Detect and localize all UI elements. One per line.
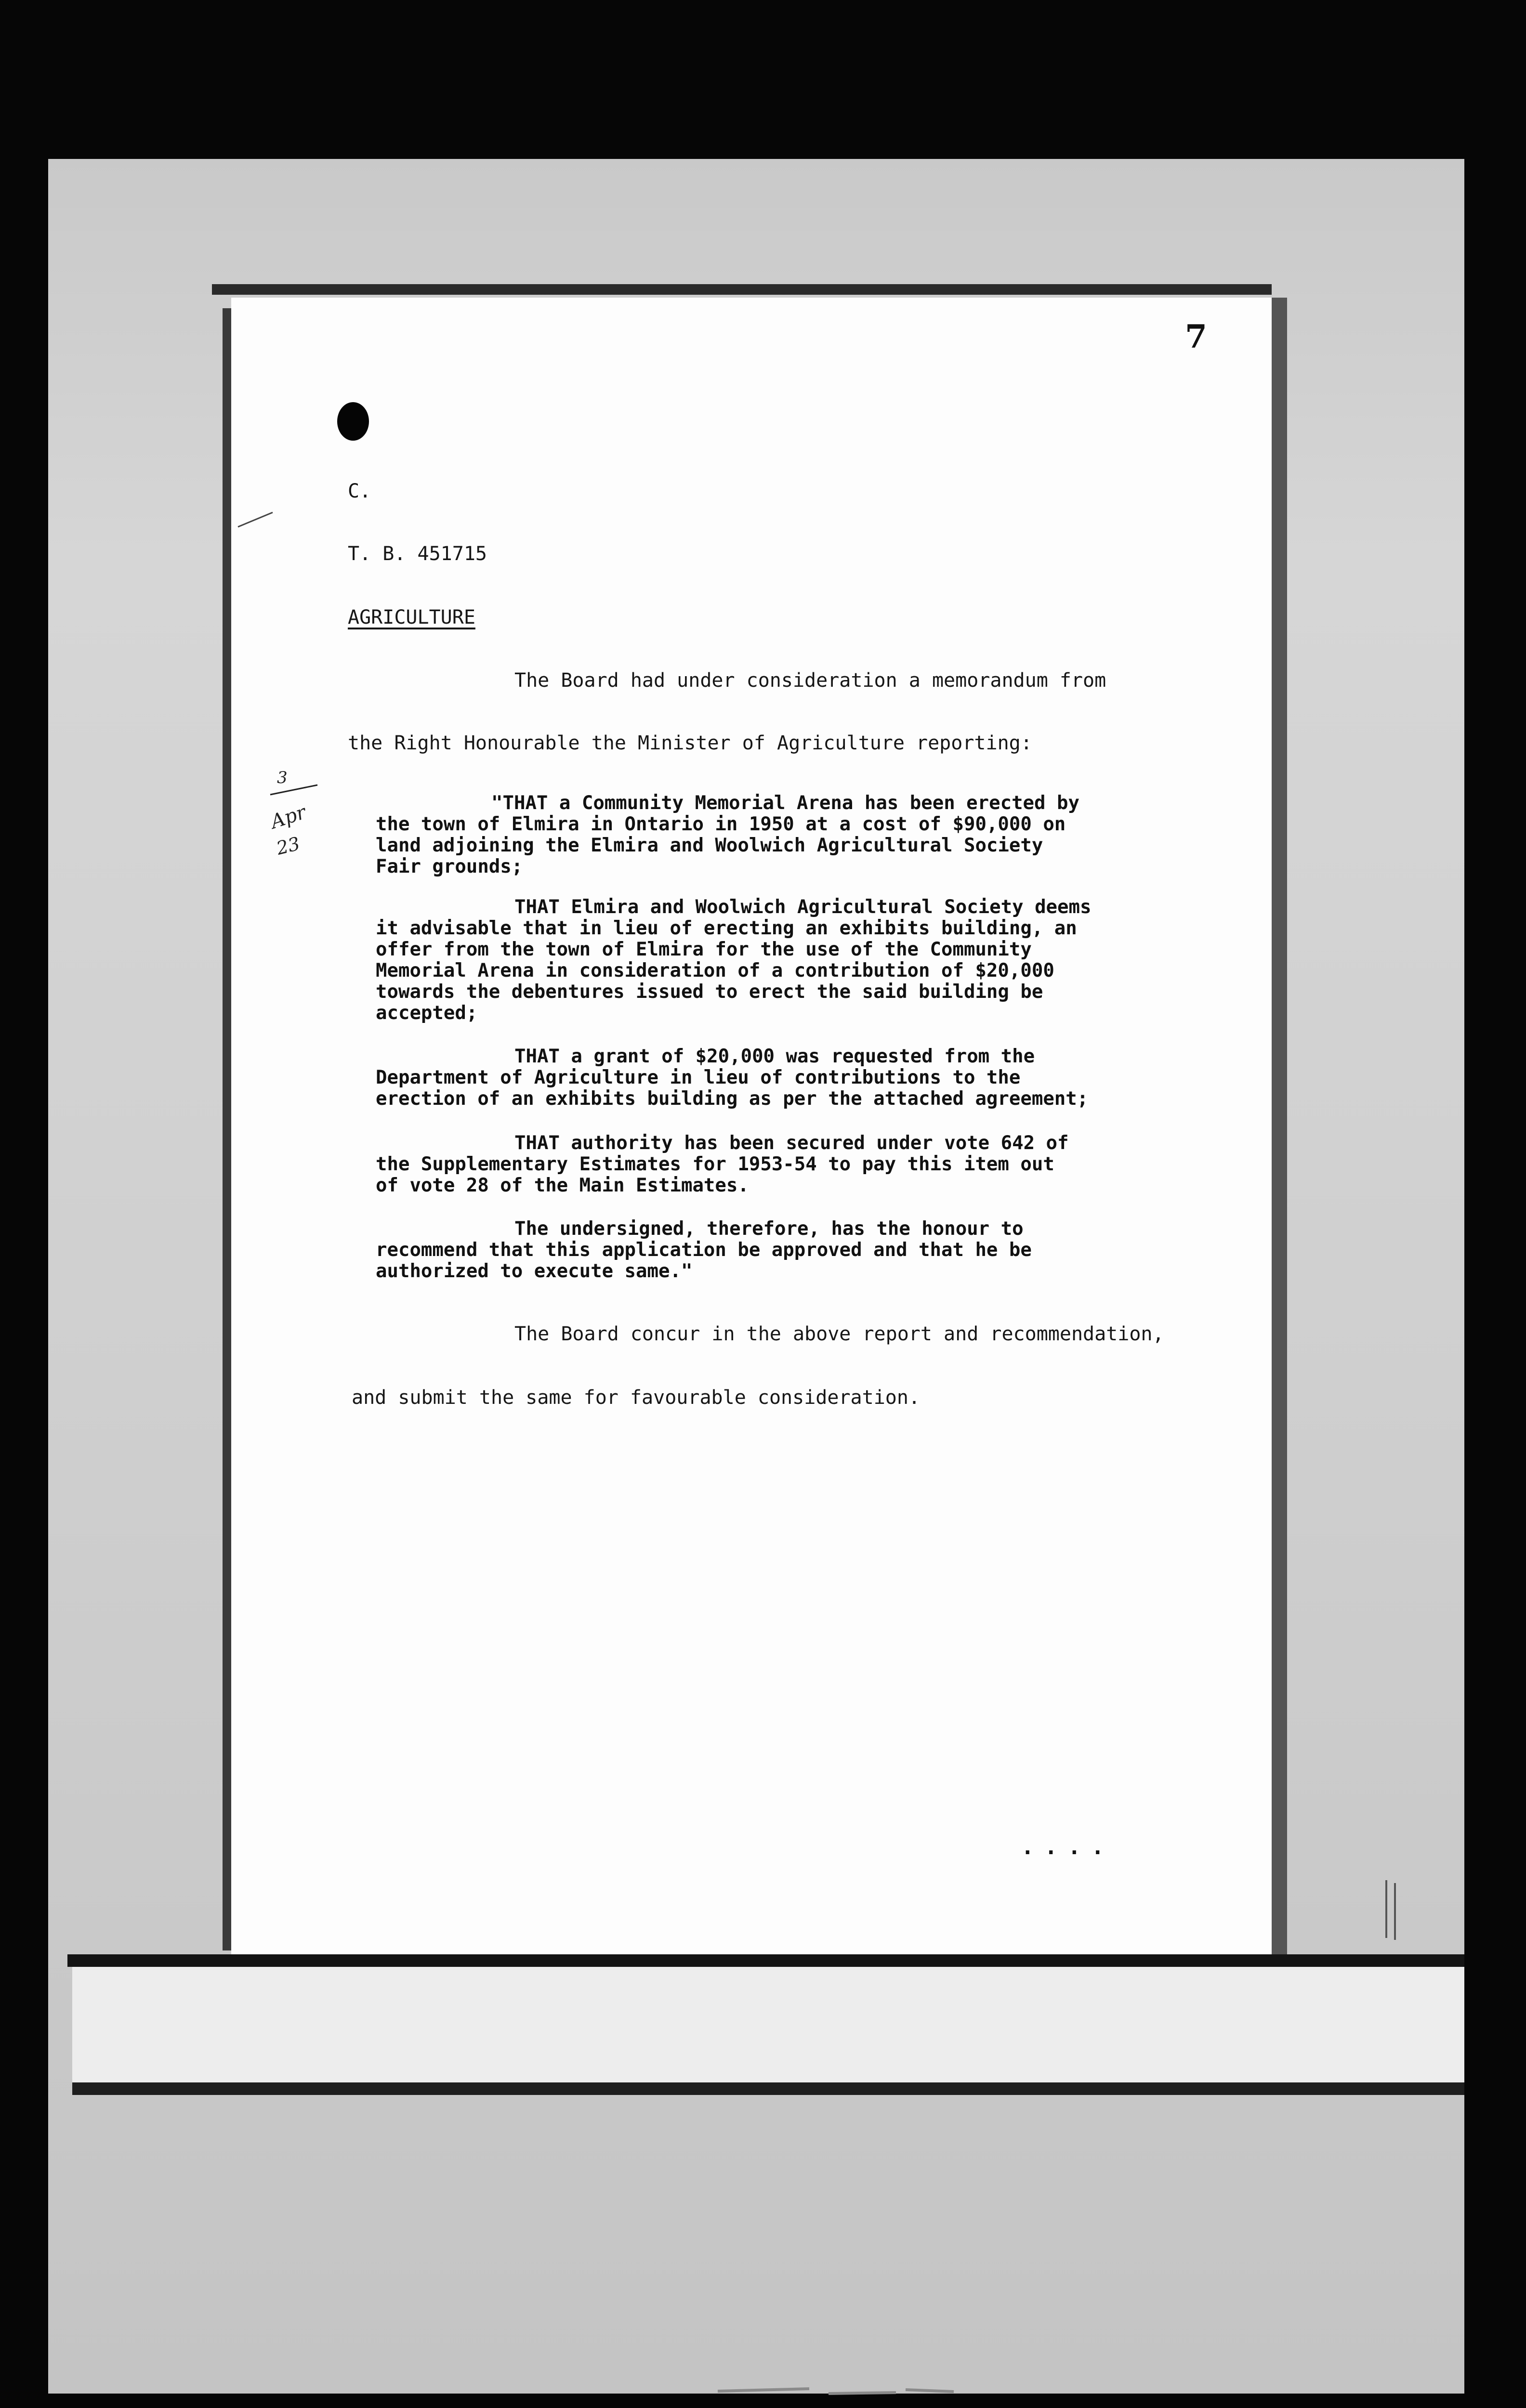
quote-p3-line-2: Department of Agriculture in lieu of contributions to the [376, 1067, 1021, 1088]
quote-p4-line-1: THAT authority has been secured under vote 642 of [514, 1132, 1069, 1154]
quote-p2-line-5: towards the debentures issued to erect the said building be [376, 981, 1043, 1003]
margin-tick-mark [236, 510, 275, 530]
section-heading: AGRICULTURE [348, 606, 475, 628]
quote-p5-line-2: recommend that this application be approved and that he be [376, 1239, 1032, 1261]
bottom-strip-lower-shadow [72, 2082, 1464, 2095]
bottom-strip-shadow [67, 1954, 1464, 1967]
quote-p1-line-1: "THAT a Community Memorial Arena has been erected by [491, 792, 1079, 814]
margin-stroke-marks [1382, 1878, 1402, 1941]
intro-line-2: the Right Honourable the Minister of Agriculture reporting: [348, 732, 1032, 754]
paper-shadow [212, 284, 1272, 295]
quote-p1-line-3: land adjoining the Elmira and Woolwich Agricultural Society [376, 835, 1043, 856]
scan-debris [713, 2379, 963, 2403]
quote-p2-line-2: it advisable that in lieu of erecting an exhibits building, an [376, 917, 1077, 939]
intro-line-1: The Board had under consideration a memorandum from [514, 669, 1106, 692]
quote-p5-line-1: The undersigned, therefore, has the honour to [514, 1218, 1024, 1240]
page-number: 7 [1185, 318, 1207, 355]
quote-p2-line-6: accepted; [376, 1002, 478, 1024]
paper-right-edge [1272, 298, 1287, 1954]
quote-p4-line-2: the Supplementary Estimates for 1953-54 to pay this item out [376, 1153, 1054, 1175]
conclusion-line-2: and submit the same for favourable consideration. [352, 1387, 921, 1409]
quote-p5-line-3: authorized to execute same." [376, 1260, 693, 1282]
bottom-strip [72, 1967, 1464, 2082]
annotation-number: 3 [277, 768, 288, 787]
annotation-month: Apr [268, 801, 309, 834]
conclusion-line-1: The Board concur in the above report and recommendation, [514, 1323, 1164, 1345]
quote-p3-line-3: erection of an exhibits building as per the attached agreement; [376, 1088, 1089, 1110]
annotation-day: 23 [274, 833, 302, 859]
paper-left-edge [223, 308, 231, 1950]
quote-p2-line-1: THAT Elmira and Woolwich Agricultural Society deems [514, 896, 1092, 918]
handwritten-annotation [267, 766, 325, 862]
quote-p4-line-3: of vote 28 of the Main Estimates. [376, 1175, 749, 1196]
tb-number: T. B. 451715 [348, 543, 487, 565]
continuation-dots: .... [1021, 1835, 1115, 1859]
punch-hole [337, 402, 369, 441]
quote-p1-line-4: Fair grounds; [376, 856, 523, 877]
quote-p2-line-4: Memorial Arena in consideration of a contribution of $20,000 [376, 960, 1054, 982]
quote-p1-line-2: the town of Elmira in Ontario in 1950 at a cost of $90,000 on [376, 813, 1066, 835]
section-letter: C. [348, 480, 371, 502]
quote-p3-line-1: THAT a grant of $20,000 was requested from the [514, 1046, 1035, 1067]
quote-p2-line-3: offer from the town of Elmira for the use of the Community [376, 939, 1032, 960]
